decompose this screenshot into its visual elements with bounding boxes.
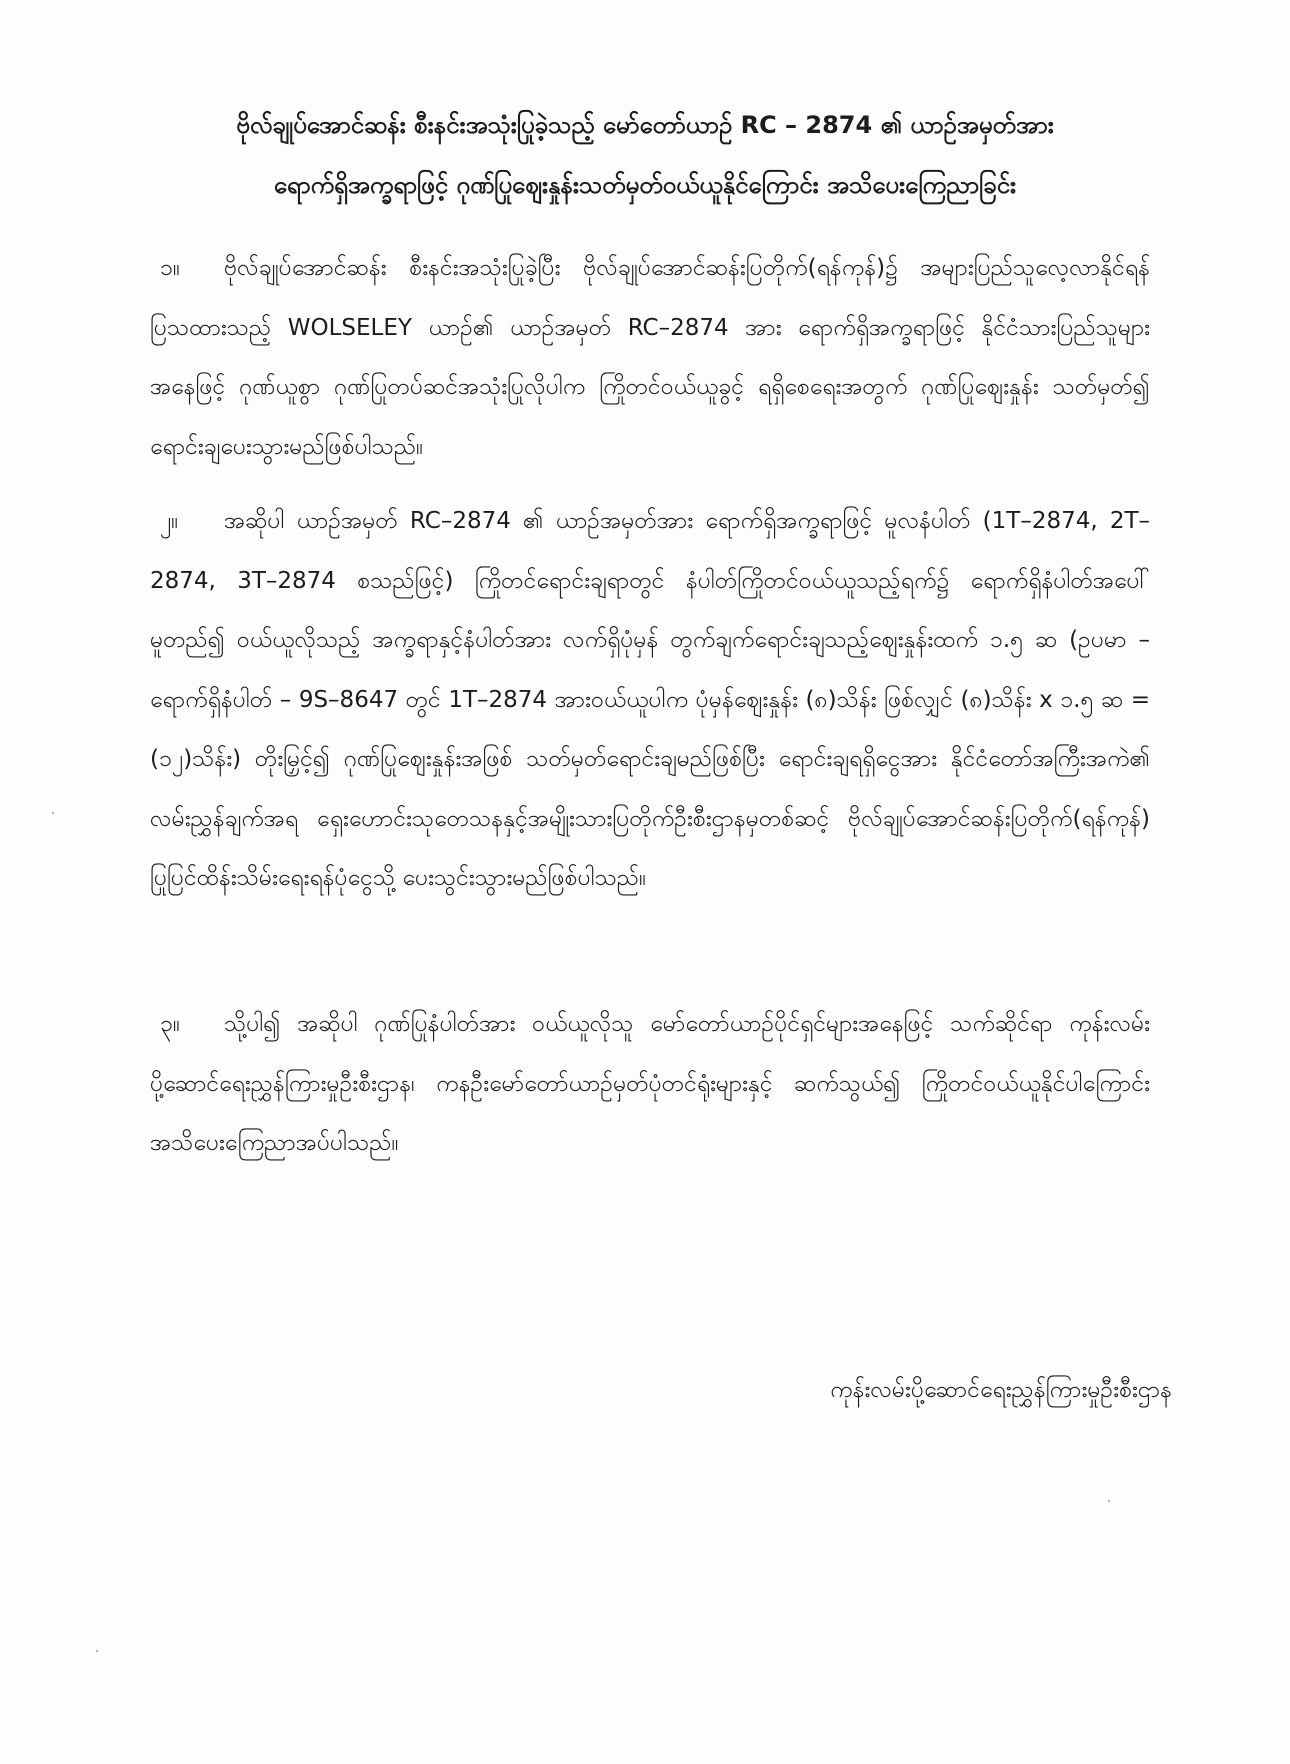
- paragraph-2: [150, 492, 1150, 982]
- issuing-department-signature: ကုန်းလမ်းပို့ဆောင်ရေးညွှန်ကြားမှုဦးစီးဌာန: [830, 1377, 1172, 1403]
- scan-speck: [96, 1650, 98, 1652]
- scan-speck: [1108, 1500, 1110, 1502]
- document-title-line-2: ရောက်ရှိအက္ခရာဖြင့် ဂုဏ်ပြုဈေးနှုန်းသတ်မှတ်ဝယ်ယူနိုင်ကြောင်း အသိပေးကြေညာခြင်း: [273, 171, 1017, 199]
- document-title-line-1: ဗိုလ်ချုပ်အောင်ဆန်း စီးနင်းအသုံးပြုခဲ့သည့် မော်တော်ယာဉ် RC – 2874 ၏ ယာဉ်အမှတ်အား: [236, 111, 1054, 139]
- paragraph-3-text: သို့ပါ၍ အဆိုပါ ဂုဏ်ပြုနံပါတ်အား ဝယ်ယူလိုသူ မော်တော်ယာဉ်ပိုင်ရှင်များအနေဖြင့် သက်ဆိုင်ရာ ကုန်းလမ်းပို့ဆောင်ရေးညွှန်ကြားမှုဦးစီးဌာန၊ ကနဦးမော်တော်ယာဉ်မှတ်ပုံတင်ရုံးများနှင့် ဆက်သွယ်၍ ကြိုတင်ဝယ်ယူနိုင်ပါကြောင်း အသိပေးကြေညာအပ်ပါသည်။: [150, 1011, 1150, 1156]
- paragraph-1-number: ၁။: [160, 255, 180, 281]
- paragraph-2-text: အဆိုပါ ယာဉ်အမှတ် RC–2874 ၏ ယာဉ်အမှတ်အား ရောက်ရှိအက္ခရာဖြင့် မူလနံပါတ် (1T–2874, 2T–2874, 3T–2874 စသည်ဖြင့်) ကြိုတင်ရောင်းချရာတွင် နံပါတ်ကြိုတင်ဝယ်ယူသည့်ရက်၌ ရောက်ရှိနံပါတ်အပေါ်မူတည်၍ ဝယ်ယူလိုသည့် အက္ခရာနှင့်နံပါတ်အား လက်ရှိပုံမှန် တွက်ချက်ရောင်းချသည့်ဈေးနှုန်းထက် ၁.၅ ဆ (ဥပမာ – ရောက်ရှိနံပါတ် – 9S–8647 တွင် 1T–2874 အားဝယ်ယူပါက ပုံမှန်ဈေးနှုန်း (၈)သိန်း ဖြစ်လျှင် (၈)သိန်း x ၁.၅ ဆ = (၁၂)သိန်း) တိုးမြှင့်၍ ဂုဏ်ပြုဈေးနှုန်းအဖြစ် သတ်မှတ်ရောင်းချမည်ဖြစ်ပြီး ရောင်းချရရှိငွေအား နိုင်ငံတော်အကြီးအကဲ၏ လမ်းညွှန်ချက်အရ ရှေးဟောင်းသုတေသနနှင့်အမျိုးသားပြတိုက်ဦးစီးဌာနမှတစ်ဆင့် ဗိုလ်ချုပ်အောင်ဆန်းပြတိုက်(ရန်ကုန်) ပြုပြင်ထိန်းသိမ်းရေးရန်ပုံငွေသို့ ပေးသွင်းသွားမည်ဖြစ်ပါသည်။: [150, 508, 1150, 891]
- paragraph-1-text: ဗိုလ်ချုပ်အောင်ဆန်း စီးနင်းအသုံးပြုခဲ့ပြီး ဗိုလ်ချုပ်အောင်ဆန်းပြတိုက်(ရန်ကုန်)၌ အများပြည်သူလေ့လာနိုင်ရန် ပြသထားသည့် WOLSELEY ယာဉ်၏ ယာဉ်အမှတ် RC–2874 အား ရောက်ရှိအက္ခရာဖြင့် နိုင်ငံသားပြည်သူများအနေဖြင့် ဂုဏ်ယူစွာ ဂုဏ်ပြုတပ်ဆင်အသုံးပြုလိုပါက ကြိုတင်ဝယ်ယူခွင့် ရရှိစေရေးအတွက် ဂုဏ်ပြုဈေးနှုန်း သတ်မှတ်၍ ရောင်းချပေးသွားမည်ဖြစ်ပါသည်။: [150, 255, 1150, 460]
- paragraph-2-number: ၂။: [160, 508, 179, 534]
- paragraph-1: [150, 239, 1150, 477]
- paragraph-3: [150, 995, 1150, 1174]
- paragraph-3-number: ၃။: [160, 1011, 180, 1037]
- scan-speck: [52, 812, 54, 814]
